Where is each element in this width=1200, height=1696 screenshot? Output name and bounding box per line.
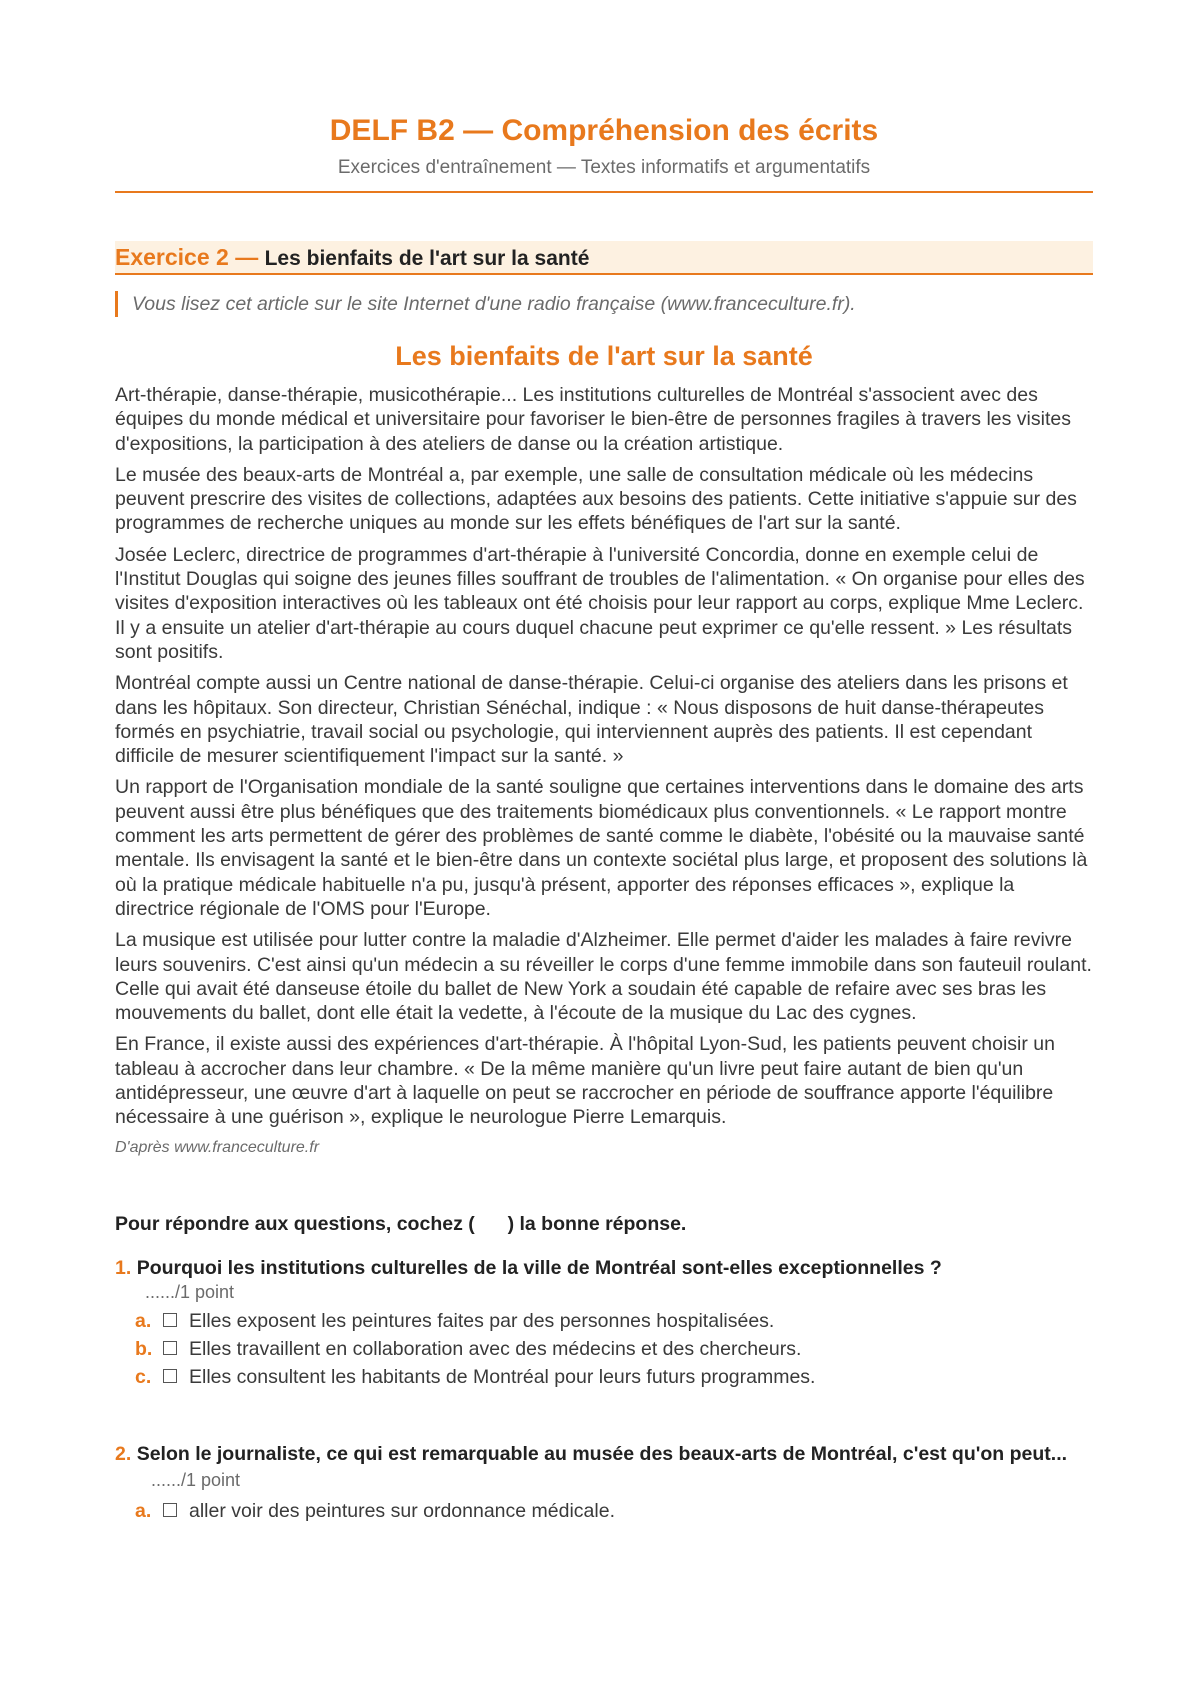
article-paragraph: Un rapport de l'Organisation mondiale de la santé souligne que certaines interventions dans le domaine des arts peuvent aussi être plus bénéfiques que des traitements biomédicaux plus conventionnels. « Le rapport montre comment les arts permettent de gérer des problèmes de santé comme le diabète, l'obésité ou la mauvaise santé mentale. Ils envisagent la santé et le bien-être dans un contexte sociétal plus large, et proposent des solutions là où la pratique médicale habituelle n'a pu, jusqu'à présent, apporter des réponses efficaces », explique la directrice régionale de l'OMS pour l'Europe. (115, 776, 1088, 920)
document-page (115, 0, 1093, 1525)
option-text: Elles consultent les habitants de Montréal pour leurs futurs programmes. (189, 1365, 816, 1388)
answer-option-c[interactable] (135, 1363, 1093, 1391)
checkbox[interactable] (163, 1313, 177, 1327)
document-header (115, 0, 1093, 193)
question-text: Pourquoi les institutions culturelles de la ville de Montréal sont-elles exceptionnelles ? (136, 1256, 942, 1279)
question-2-prompt (115, 1441, 1093, 1493)
option-letter: a. (135, 1499, 152, 1522)
document-subtitle: Exercices d'entraînement — Textes informatifs et argumentatifs (337, 157, 871, 178)
checkbox[interactable] (163, 1341, 177, 1355)
question-number: 1. (115, 1256, 132, 1279)
article-paragraph: Montréal compte aussi un Centre national de danse-thérapie. Celui-ci organise des ateliers dans les prisons et dans les hôpitaux. Son directeur, Christian Sénéchal, indique : « Nous disposons de huit danse-thérapeutes formés en psychiatrie, travail social ou psychologie, qui interviennent auprès des patients. Il est cependant difficile de mesurer scientifiquement l'impact sur la santé. » (115, 672, 1068, 768)
article-source: D'après www.franceculture.fr (115, 1138, 320, 1156)
instructions (115, 1211, 1093, 1237)
document-title: DELF B2 — Compréhension des écrits (329, 114, 879, 147)
checkbox[interactable] (163, 1503, 177, 1517)
option-text: aller voir des peintures sur ordonnance médicale. (189, 1499, 615, 1522)
option-letter: b. (135, 1337, 153, 1360)
question-1 (115, 1255, 1093, 1391)
article-paragraph: En France, il existe aussi des expériences d'art-thérapie. À l'hôpital Lyon-Sud, les patients peuvent choisir un tableau à accrocher dans leur chambre. « De la même manière qu'un livre peut faire autant de bien qu'un antidépresseur, une œuvre d'art à laquelle on peut se raccrocher en période de souffrance apporte l'équilibre nécessaire à une guérison », explique le neurologue Pierre Lemarquis. (115, 1033, 1055, 1129)
question-text: Selon le journaliste, ce qui est remarquable au musée des beaux-arts de Montréal, c'est qu'on peut... (136, 1442, 1068, 1465)
exercise-title: Les bienfaits de l'art sur la santé (264, 247, 590, 270)
answer-options (135, 1497, 1093, 1525)
instructions-text-start: Pour répondre aux questions, cochez ( (115, 1212, 475, 1235)
question-2 (115, 1441, 1093, 1525)
exercise-number: Exercice 2 — (115, 244, 259, 270)
header-divider (115, 191, 1093, 193)
question-1-prompt (115, 1255, 1093, 1303)
article-paragraph: Le musée des beaux-arts de Montréal a, par exemple, une salle de consultation médicale où les médecins peuvent prescrire des visites de collections, adaptées aux besoins des patients. Cette initiative s'appuie sur des programmes de recherche uniques au monde sur les effets bénéfiques de l'art sur la santé. (115, 463, 1077, 535)
answer-options (135, 1307, 1093, 1391)
option-letter: c. (135, 1365, 152, 1388)
answer-option-a[interactable] (135, 1307, 1093, 1335)
checkbox[interactable] (163, 1369, 177, 1383)
instructions-text-end: ) la bonne réponse. (507, 1212, 687, 1235)
question-points: ....../1 point (145, 1281, 235, 1302)
option-text: Elles exposent les peintures faites par des personnes hospitalisées. (189, 1309, 775, 1332)
answer-option-a[interactable] (135, 1497, 1093, 1525)
option-letter: a. (135, 1309, 152, 1332)
question-number: 2. (115, 1442, 132, 1465)
option-text: Elles travaillent en collaboration avec des médecins et des chercheurs. (189, 1337, 802, 1360)
answer-option-b[interactable] (135, 1335, 1093, 1363)
exercise-heading (115, 241, 1093, 275)
article-title: Les bienfaits de l'art sur la santé (395, 341, 813, 371)
article-body (115, 383, 1093, 1159)
exercise-context: Vous lisez cet article sur le site Internet d'une radio française (www.franceculture.fr). (115, 291, 1093, 317)
article-paragraph: Art-thérapie, danse-thérapie, musicothérapie... Les institutions culturelles de Montréal s'associent avec des équipes du monde médical et universitaire pour favoriser le bien-être de personnes fragiles à travers les visites d'expositions, la participation à des ateliers de danse ou la création artistique. (115, 384, 1071, 455)
article-paragraph: La musique est utilisée pour lutter contre la maladie d'Alzheimer. Elle permet d'aider les malades à faire revivre leurs souvenirs. C'est ainsi qu'un médecin a su réveiller le corps d'une femme immobile dans son fauteuil roulant. Celle qui avait été danseuse étoile du ballet de New York a soudain été capable de refaire avec ses bras les mouvements du ballet, dont elle était la vedette, à l'écoute de la musique du Lac des cygnes. (115, 929, 1092, 1025)
article-paragraph: Josée Leclerc, directrice de programmes d'art-thérapie à l'université Concordia, donne en exemple celui de l'Institut Douglas qui soigne des jeunes filles souffrant de troubles de l'alimentation. « On organise pour elles des visites d'exposition interactives où les tableaux ont été choisis pour leur rapport au corps, explique Mme Leclerc. Il y a ensuite un atelier d'art-thérapie au cours duquel chacune peut exprimer ce qu'elle ressent. » Les résultats sont positifs. (115, 543, 1085, 663)
question-points: ....../1 point (151, 1469, 241, 1490)
